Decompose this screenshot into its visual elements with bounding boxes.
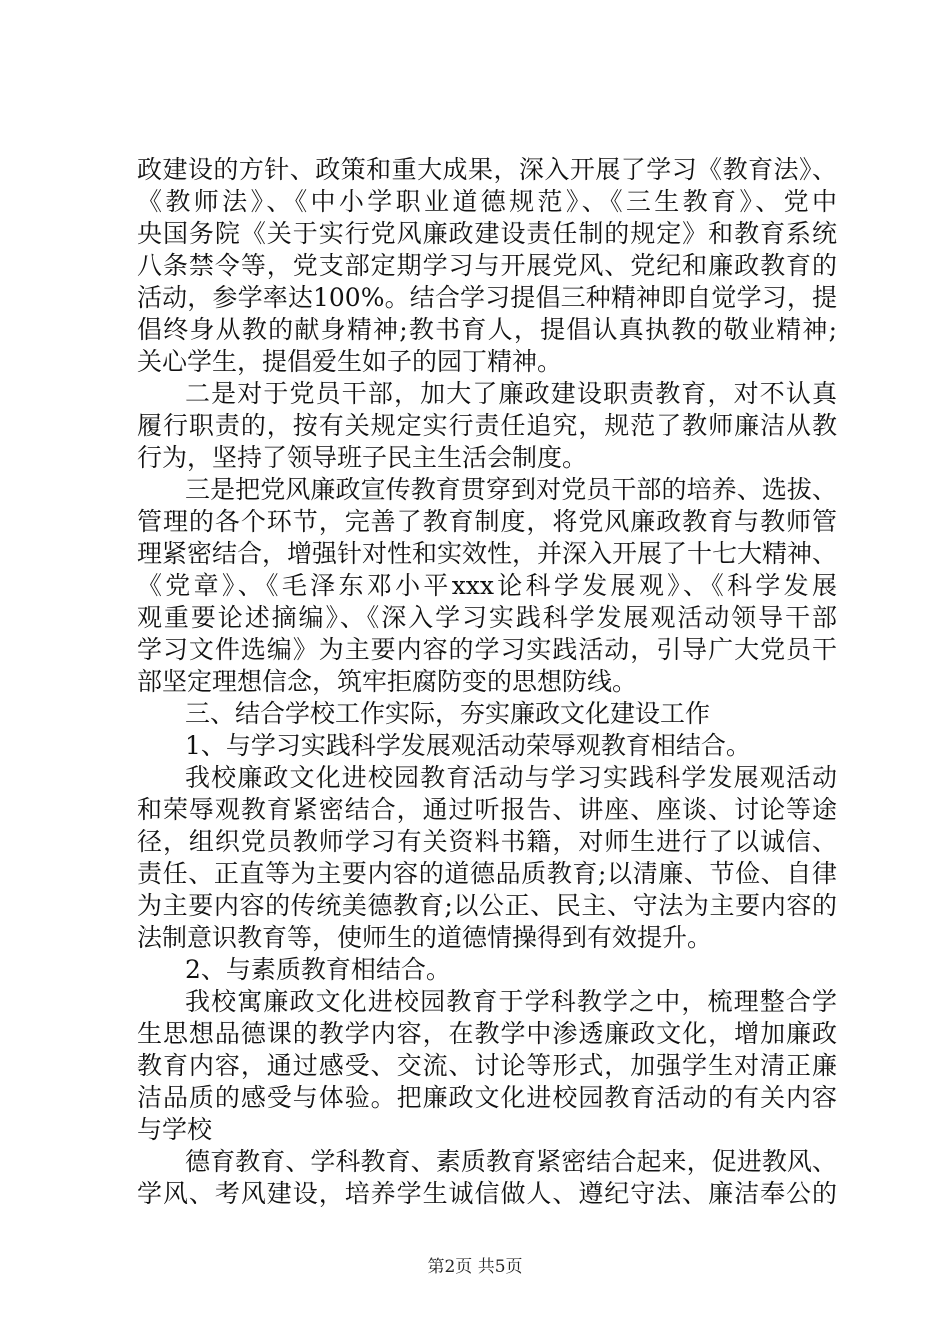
text-line: 为主要内容的传统美德教育;以公正、民主、守法为主要内容的 (137, 891, 837, 920)
text-line: 2、与素质教育相结合。 (185, 955, 451, 984)
text-line: 法制意识教育等，使师生的道德情操得到有效提升。 (137, 923, 713, 952)
text-line: 倡终身从教的献身精神;教书育人，提倡认真执教的敬业精神; (137, 315, 837, 344)
text-line: 学风、考风建设，培养学生诚信做人、遵纪守法、廉洁奉公的 (137, 1179, 837, 1208)
text-line: 二是对于党员干部，加大了廉政建设职责教育，对不认真 (185, 379, 837, 408)
paragraph (137, 762, 837, 954)
text-line: 政建设的方针、政策和重大成果，深入开展了学习《教育法》、 (137, 155, 837, 184)
text-line: 我校寓廉政文化进校园教育于学科教学之中，梳理整合学 (185, 987, 837, 1016)
paragraph (137, 378, 837, 474)
text-line: 洁品质的感受与体验。把廉政文化进校园教育活动的有关内容 (137, 1083, 837, 1112)
document-body (137, 154, 837, 1210)
text-line: 关心学生，提倡爱生如子的园丁精神。 (137, 347, 563, 376)
paragraph (137, 698, 837, 730)
text-line: 径，组织党员教师学习有关资料书籍，对师生进行了以诚信、 (137, 827, 837, 856)
paragraph (137, 154, 837, 378)
text-line: 履行职责的，按有关规定实行责任追究，规范了教师廉洁从教 (137, 411, 837, 440)
page-footer: 第2页 共5页 (427, 1257, 523, 1277)
text-line: 责任、正直等为主要内容的道德品质教育;以清廉、节俭、自律 (137, 859, 837, 888)
text-line: 观重要论述摘编》、《深入学习实践科学发展观活动领导干部 (137, 603, 837, 632)
paragraph (137, 986, 837, 1146)
text-line: 《党章》、《毛泽东邓小平xxx论科学发展观》、《科学发展 (137, 571, 837, 600)
text-line: 1、与学习实践科学发展观活动荣辱观教育相结合。 (185, 731, 751, 760)
text-line: 生思想品德课的教学内容，在教学中渗透廉政文化，增加廉政 (137, 1019, 837, 1048)
text-line: 管理的各个环节，完善了教育制度，将党风廉政教育与教师管 (137, 507, 837, 536)
paragraph (137, 474, 837, 698)
paragraph (137, 1146, 837, 1210)
text-line: 行为，坚持了领导班子民主生活会制度。 (137, 443, 588, 472)
text-line: 三、结合学校工作实际，夯实廉政文化建设工作 (185, 699, 711, 728)
text-line: 三是把党风廉政宣传教育贯穿到对党员干部的培养、选拔、 (185, 475, 837, 504)
text-line: 八条禁令等，党支部定期学习与开展党风、党纪和廉政教育的 (137, 251, 837, 280)
text-line: 央国务院《关于实行党风廉政建设责任制的规定》和教育系统 (137, 219, 837, 248)
text-line: 我校廉政文化进校园教育活动与学习实践科学发展观活动 (185, 763, 837, 792)
paragraph (137, 954, 837, 986)
text-line: 《教师法》、《中小学职业道德规范》、《三生教育》、党中 (137, 187, 837, 216)
text-line: 学习文件选编》为主要内容的学习实践活动，引导广大党员干 (137, 635, 837, 664)
text-line: 德育教育、学科教育、素质教育紧密结合起来，促进教风、 (185, 1147, 837, 1176)
text-line: 活动，参学率达100%。结合学习提倡三种精神即自觉学习，提 (137, 283, 837, 312)
text-line: 和荣辱观教育紧密结合，通过听报告、讲座、座谈、讨论等途 (137, 795, 837, 824)
text-line: 与学校 (137, 1115, 213, 1144)
text-line: 部坚定理想信念，筑牢拒腐防变的思想防线。 (137, 667, 638, 696)
text-line: 理紧密结合，增强针对性和实效性，并深入开展了十七大精神、 (137, 539, 838, 568)
paragraph (137, 730, 837, 762)
text-line: 教育内容，通过感受、交流、讨论等形式，加强学生对清正廉 (137, 1051, 837, 1080)
